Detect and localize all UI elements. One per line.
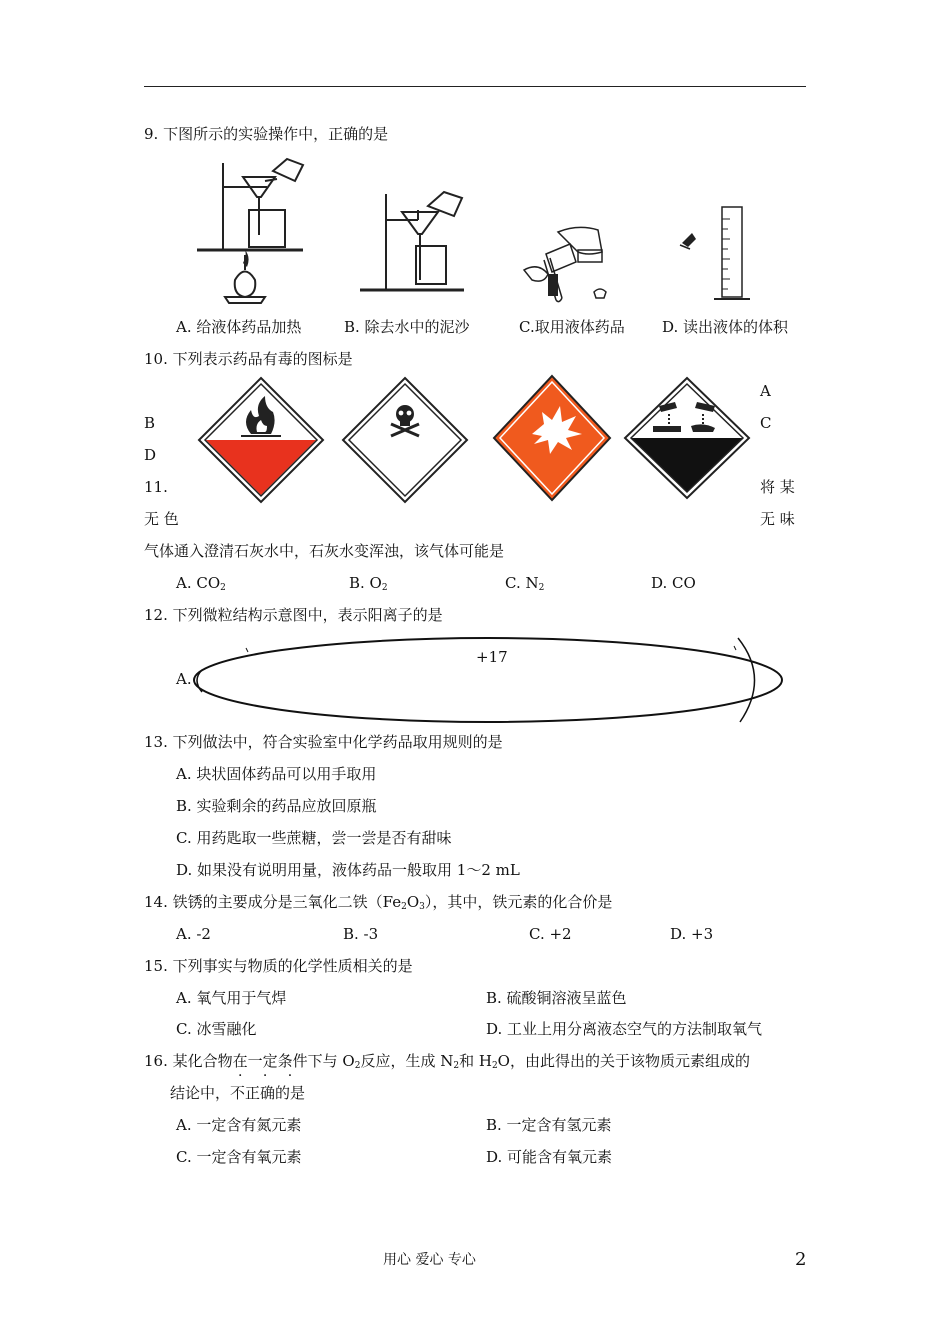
footer-motto: 用心 爱心 专心	[383, 1252, 476, 1268]
q11-option-c: C. $N_2$	[505, 574, 545, 593]
q10-label-a: A	[760, 382, 771, 400]
q11-option-d: D. CO	[651, 574, 696, 592]
q11-stem: 气体通入澄清石灰水中，石灰水变浑浊，该气体可能是	[144, 542, 505, 560]
q9-option-d: D. 读出液体的体积	[662, 318, 789, 336]
q15-option-b: B. 硫酸铜溶液呈蓝色	[486, 989, 627, 1007]
q15-option-a: A. 氧气用于气焊	[176, 989, 287, 1007]
page-number: 2	[795, 1249, 807, 1270]
q12-stem: 12. 下列微粒结构示意图中，表示阳离子的是	[144, 606, 443, 624]
q15-stem: 15. 下列事实与物质的化学性质相关的是	[144, 957, 413, 975]
corrosive-sign-icon	[623, 376, 751, 500]
q9-option-b: B. 除去水中的泥沙	[344, 318, 470, 336]
q11-option-a: A. $CO_2$	[176, 574, 226, 593]
q9-option-c: C.取用液体药品	[519, 318, 625, 336]
header-rule	[144, 86, 806, 87]
q14-stem: 14. 铁锈的主要成分是三氧化二铁$(Fe_2O_3)$，其中，铁元素的化合价是	[144, 893, 613, 912]
q13-option-b: B. 实验剩余的药品应放回原瓶	[176, 797, 377, 815]
q13-option-a: A. 块状固体药品可以用手取用	[176, 765, 377, 783]
apparatus-filter-icon	[358, 190, 468, 302]
toxic-sign-icon	[341, 376, 469, 504]
q11-text-left-2: 无 色	[144, 510, 179, 528]
flammable-sign-icon	[197, 376, 325, 504]
q11-text-right-2: 无 味	[760, 510, 795, 528]
explosive-sign-icon	[492, 374, 612, 502]
q10-stem: 10. 下列表示药品有毒的图标是	[144, 350, 353, 368]
q16-option-d: D. 可能含有氧元素	[486, 1148, 613, 1166]
q12-option-a: A.	[176, 670, 192, 688]
q13-option-d: D. 如果没有说明用量，液体药品一般取用 1～2 mL	[176, 861, 520, 879]
q11-number: 11.	[144, 478, 168, 496]
q9-stem: 9. 下图所示的实验操作中，正确的是	[144, 125, 389, 143]
q14-option-d: D. +3	[670, 925, 714, 943]
q16-emphasis-dots: · · ·	[238, 1068, 301, 1084]
q10-label-b: B	[144, 414, 156, 432]
q10-label-c: C	[760, 414, 772, 432]
q10-label-d: D	[144, 446, 157, 464]
apparatus-heating-icon	[195, 155, 315, 305]
atom-nucleus-charge: +17	[476, 648, 508, 666]
q16-stem: 16. 某化合物在一定条件下与 $O_2$反应，生成 $N_2$和 $H_2O$，由此得出的关于该物质元素组成的	[144, 1052, 750, 1071]
apparatus-cylinder-icon	[678, 205, 753, 305]
q13-option-c: C. 用药匙取一些蔗糖，尝一尝是否有甜味	[176, 829, 452, 847]
q15-option-c: C. 冰雪融化	[176, 1020, 257, 1038]
q16-option-a: A. 一定含有氮元素	[176, 1116, 302, 1134]
q11-text-right-1: 将 某	[760, 478, 795, 496]
q16-stem-line2: 结论中，不正确的是	[170, 1084, 306, 1102]
q14-option-c: C. +2	[529, 925, 572, 943]
apparatus-pouring-icon	[518, 222, 618, 304]
q14-option-b: B. -3	[343, 925, 379, 943]
q16-option-c: C. 一定含有氧元素	[176, 1148, 302, 1166]
q9-option-a: A. 给液体药品加热	[176, 318, 302, 336]
q16-option-b: B. 一定含有氢元素	[486, 1116, 612, 1134]
q11-option-b: B. $O_2$	[349, 574, 388, 593]
q13-stem: 13. 下列做法中，符合实验室中化学药品取用规则的是	[144, 733, 503, 751]
q15-option-d: D. 工业上用分离液态空气的方法制取氧气	[486, 1020, 763, 1038]
q14-option-a: A. -2	[176, 925, 211, 943]
